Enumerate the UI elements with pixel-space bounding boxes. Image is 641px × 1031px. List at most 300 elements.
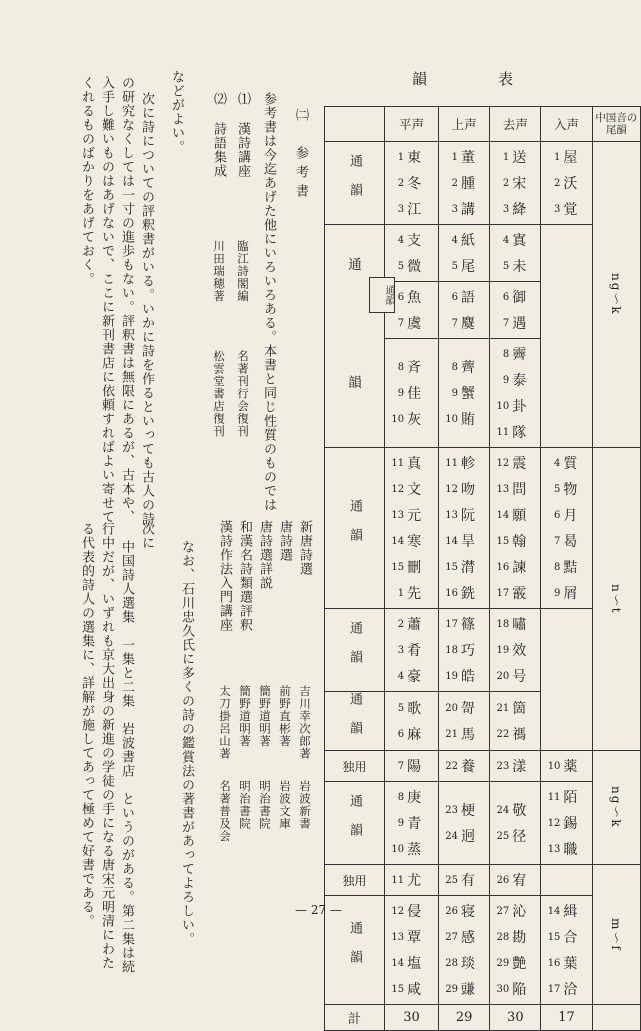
origin-cell: m〜f — [592, 865, 640, 1005]
rhyme-category-list — [439, 609, 489, 691]
rhyme-character: 未 — [512, 259, 527, 275]
origin-cell: n〜t — [592, 448, 640, 751]
rhyme-cell — [490, 609, 541, 692]
rhyme-cell — [490, 865, 541, 896]
rhyme-character: 斉 — [407, 360, 422, 376]
rhyme-number: 15 — [445, 561, 459, 573]
rhyme-character: 巧 — [461, 643, 476, 659]
rhyme-character: 合 — [563, 930, 578, 946]
rhyme-category-list — [385, 352, 438, 434]
rhyme-character: 願 — [512, 508, 527, 524]
rhyme-character: 紙 — [461, 233, 476, 249]
text-column: などがよい。 — [169, 70, 184, 154]
text-column: 中国詩人選集 一集と二集 岩波書店 というのがある。第二集は続 — [119, 540, 134, 974]
rhyme-number: 1 — [502, 151, 510, 163]
rhyme-character: 冬 — [407, 176, 422, 192]
rhyme-number: 9 — [502, 374, 510, 386]
origin-cell: ng〜k — [592, 142, 640, 448]
rhyme-number: 3 — [397, 644, 405, 656]
rhyme-number: 12 — [445, 483, 459, 495]
rhyme-cell-empty — [541, 225, 592, 448]
rhyme-number: 28 — [496, 931, 510, 943]
rhyme-character: 侵 — [407, 904, 422, 920]
rhyme-category-list — [385, 225, 438, 281]
rhyme-number: 10 — [547, 760, 561, 772]
rhyme-number: 23 — [496, 760, 510, 772]
rhyme-character: 翰 — [512, 534, 527, 550]
table-row — [325, 142, 641, 225]
rhyme-number: 14 — [391, 535, 405, 547]
ref-number: ⑴ — [235, 92, 250, 106]
rhyme-number: 2 — [451, 177, 459, 189]
rhyme-number: 16 — [496, 561, 510, 573]
rhyme-character: 御 — [512, 290, 527, 306]
rhyme-character: 陥 — [512, 982, 527, 998]
text-column: くれるものばかりをあげておく。 — [79, 76, 94, 286]
rhyme-character: 語 — [461, 290, 476, 306]
text-column: の研究なくしては一寸の進歩もない。評釈書は無限にあるが、古本や、 — [119, 76, 134, 524]
rhyme-character: 覃 — [407, 930, 422, 946]
book-author: 簡野道明著 — [258, 685, 272, 748]
rhyme-cell — [385, 692, 439, 751]
header-origin: 中国音の尾韻 — [592, 107, 640, 142]
rhyme-number: 17 — [445, 618, 459, 630]
rhyme-category-list — [439, 896, 489, 1004]
rhyme-number: 14 — [547, 905, 561, 917]
rhyme-category-list — [385, 896, 438, 1004]
rhyme-category-list — [385, 782, 438, 864]
rhyme-number: 20 — [496, 670, 510, 682]
rhyme-number: 5 — [502, 260, 510, 272]
group-label: 通韻 — [325, 142, 385, 225]
rhyme-number: 6 — [397, 291, 405, 303]
rhyme-number: 14 — [391, 957, 405, 969]
rhyme-cell — [541, 751, 592, 782]
table-row — [325, 865, 641, 896]
rhyme-cell — [541, 142, 592, 225]
rhyme-character: 庚 — [407, 790, 422, 806]
rhyme-number: 1 — [451, 151, 459, 163]
rhyme-cell — [439, 865, 490, 896]
rhyme-character: 緝 — [563, 904, 578, 920]
rhyme-number: 29 — [445, 983, 459, 995]
rhyme-number: 14 — [445, 535, 459, 547]
rhyme-character: 感 — [461, 930, 476, 946]
rhyme-character: 文 — [407, 482, 422, 498]
rhyme-number: 8 — [451, 361, 459, 373]
book-publisher: 名著普及会 — [218, 780, 232, 843]
rhyme-character: 漾 — [512, 759, 527, 775]
rhyme-character: 勘 — [512, 930, 527, 946]
rhyme-character: 霰 — [512, 586, 527, 602]
book-title: 新唐詩選 — [297, 520, 312, 576]
rhyme-number: 4 — [397, 234, 405, 246]
rhyme-character: 黠 — [563, 560, 578, 576]
rhyme-number: 15 — [391, 983, 405, 995]
ref-editor: 臨江詩閣編 — [236, 240, 250, 303]
rhyme-category-list — [385, 448, 438, 608]
rhyme-number: 26 — [496, 874, 510, 886]
rhyme-number: 2 — [397, 618, 405, 630]
rhyme-character: 灰 — [407, 412, 422, 428]
rhyme-number: 6 — [554, 509, 561, 521]
rhyme-number: 7 — [397, 317, 405, 329]
rhyme-cell — [490, 782, 541, 865]
rhyme-character: 禡 — [512, 727, 527, 743]
rhyme-character: 咸 — [407, 982, 422, 998]
rhyme-category-list — [385, 142, 438, 224]
rhyme-character: 薺 — [461, 360, 476, 376]
rhyme-number: 2 — [397, 177, 405, 189]
rhyme-character: 篠 — [461, 617, 476, 633]
section-heading: ㈡ 参考書 — [293, 108, 308, 203]
rhyme-cell — [385, 225, 439, 282]
rhyme-number: 13 — [391, 931, 405, 943]
text-column: 次に — [139, 522, 154, 550]
group-label: 通韻 — [325, 448, 385, 609]
rhyme-number: 21 — [496, 702, 510, 714]
rhyme-number: 5 — [554, 483, 561, 495]
rhyme-character: 養 — [461, 759, 476, 775]
rhyme-cell — [490, 896, 541, 1005]
rhyme-cell — [385, 865, 439, 896]
rhyme-category-list — [490, 448, 540, 608]
rhyme-character: 送 — [512, 150, 527, 166]
group-label: 通韻 — [325, 692, 385, 751]
rhyme-character: 卦 — [512, 399, 527, 415]
rhyme-character: 寒 — [407, 534, 422, 550]
rhyme-character: 蟹 — [461, 386, 476, 402]
rhyme-cell — [385, 751, 439, 782]
rhyme-number: 26 — [445, 905, 459, 917]
rhyme-number: 10 — [445, 413, 459, 425]
rhyme-character: 虞 — [407, 316, 422, 332]
rhyme-cell — [490, 142, 541, 225]
rhyme-number: 5 — [397, 260, 405, 272]
rhyme-character: 敬 — [512, 803, 527, 819]
rhyme-character: 微 — [407, 259, 422, 275]
book-author: 簡野道明著 — [238, 685, 252, 748]
group-label: 独用 — [325, 865, 385, 896]
rhyme-number: 18 — [496, 618, 510, 630]
rhyme-character: 号 — [512, 669, 527, 685]
rhyme-number: 20 — [445, 702, 459, 714]
total-label: 計 — [325, 1005, 385, 1031]
rhyme-character: 隊 — [512, 425, 527, 441]
corner-cell — [325, 107, 385, 142]
rhyme-number: 25 — [445, 874, 459, 886]
rhyme-character: 肴 — [407, 643, 422, 659]
rhyme-number: 1 — [397, 151, 405, 163]
rhyme-category-list — [490, 339, 540, 447]
rhyme-number: 8 — [554, 561, 561, 573]
rhyme-number: 21 — [445, 728, 459, 740]
rhyme-cell-empty — [541, 609, 592, 751]
rhyme-number: 1 — [554, 151, 561, 163]
rhyme-character: 豪 — [407, 669, 422, 685]
rhyme-cell — [490, 225, 541, 282]
sub-group-label: 通韻 — [369, 277, 395, 313]
page-number: — 27 — — [295, 903, 342, 917]
rhyme-number: 22 — [445, 760, 459, 772]
rhyme-cell — [439, 692, 490, 751]
rhyme-number: 8 — [397, 791, 405, 803]
rhyme-character: 月 — [563, 508, 578, 524]
rhyme-character: 葉 — [563, 956, 578, 972]
rhyme-number: 2 — [554, 177, 561, 189]
rhyme-category-list — [490, 225, 540, 281]
rhyme-character: 艶 — [512, 956, 527, 972]
rhyme-character: 尾 — [461, 259, 476, 275]
rhyme-character: 寝 — [461, 904, 476, 920]
rhyme-category-list — [439, 693, 489, 749]
rhyme-number: 17 — [496, 587, 510, 599]
rhyme-cell — [541, 782, 592, 865]
rhyme-cell — [385, 896, 439, 1005]
rhyme-number: 11 — [496, 426, 510, 438]
rhyme-cell — [439, 751, 490, 782]
rhyme-character: 旱 — [461, 534, 476, 550]
rhyme-number: 12 — [391, 905, 405, 917]
rhyme-number: 10 — [496, 400, 510, 412]
rhyme-number: 14 — [496, 509, 510, 521]
text-column: 次に詩についての評釈書がいる。いかに詩を作るといっても古人の詩 — [139, 92, 154, 526]
rhyme-character: 諫 — [512, 560, 527, 576]
header-shang: 上声 — [439, 107, 490, 142]
rhyme-category-list — [385, 751, 438, 781]
rhyme-cell — [490, 448, 541, 609]
rhyme-character: 阮 — [461, 508, 476, 524]
rhyme-number: 28 — [445, 957, 459, 969]
book-title: 唐詩選詳説 — [257, 520, 272, 590]
book-author: 吉川幸次郎著 — [298, 685, 312, 760]
rhyme-character: 東 — [407, 150, 422, 166]
rhyme-category-list — [541, 142, 591, 224]
rhyme-category-list — [439, 795, 489, 851]
book-title: 和漢名詩類選評釈 — [237, 520, 252, 632]
rhyme-number: 9 — [397, 387, 405, 399]
rhyme-number: 4 — [554, 457, 561, 469]
rhyme-character: 陽 — [407, 759, 422, 775]
rhyme-category-list — [385, 865, 438, 895]
rhyme-category-list — [439, 448, 489, 608]
rhyme-cell — [490, 282, 541, 339]
rhyme-number: 2 — [502, 177, 510, 189]
rhyme-character: 洽 — [563, 982, 578, 998]
header-row — [325, 107, 641, 142]
rhyme-category-list — [439, 352, 489, 434]
rhyme-number: 11 — [391, 457, 405, 469]
group-label: 独用 — [325, 751, 385, 782]
book-author: 太刀掛呂山著 — [218, 685, 232, 760]
rhyme-number: 4 — [451, 234, 459, 246]
total-shang: 29 — [439, 1005, 490, 1031]
rhyme-number: 15 — [547, 931, 561, 943]
rhyme-number: 19 — [496, 644, 510, 656]
rhyme-character: 銑 — [461, 586, 476, 602]
rhyme-character: 賄 — [461, 412, 476, 428]
rhyme-number: 13 — [445, 509, 459, 521]
rhyme-number: 3 — [397, 203, 405, 215]
rhyme-character: 潸 — [461, 560, 476, 576]
rhyme-cell — [439, 609, 490, 692]
rhyme-character: 職 — [563, 842, 578, 858]
rhyme-character: 琰 — [461, 956, 476, 972]
rhyme-category-list — [490, 142, 540, 224]
rhyme-character: 覚 — [563, 202, 578, 218]
rhyme-cell — [541, 896, 592, 1005]
rhyme-number: 1 — [397, 587, 405, 599]
rhyme-number: 7 — [397, 760, 405, 772]
ref-publisher: 名著刊行会復刊 — [236, 350, 250, 438]
text-column: 入手し難いものはあげないで、ここに新刊書店に依頼すればよい寄せて — [99, 76, 114, 524]
book-publisher: 岩波新書 — [298, 780, 312, 830]
rhyme-category-list — [385, 693, 438, 749]
rhyme-category-list — [490, 609, 540, 691]
rhyme-category-list — [490, 865, 540, 895]
rhyme-character: 蒸 — [407, 842, 422, 858]
rhyme-character: 錫 — [563, 816, 578, 832]
rhyme-number: 3 — [554, 203, 561, 215]
rhyme-category-list — [439, 142, 489, 224]
book-publisher: 岩波文庫 — [278, 780, 292, 830]
origin-cell: ng〜k — [592, 751, 640, 865]
rhyme-number: 4 — [397, 670, 405, 682]
rhyme-cell — [385, 142, 439, 225]
rhyme-character: 陌 — [563, 790, 578, 806]
rhyme-character: 屋 — [563, 150, 578, 166]
rhyme-category-list — [541, 448, 591, 608]
rhyme-number: 12 — [496, 457, 510, 469]
rhyme-number: 18 — [445, 644, 459, 656]
rhyme-character: 腫 — [461, 176, 476, 192]
rhyme-cell — [439, 225, 490, 282]
rhyme-number: 16 — [445, 587, 459, 599]
ref-publisher: 松雲堂書店復刊 — [212, 350, 226, 438]
rhyme-character: 沃 — [563, 176, 578, 192]
rhyme-category-list — [439, 751, 489, 781]
rhyme-character: 歌 — [407, 701, 422, 717]
rhyme-character: 宋 — [512, 176, 527, 192]
group-label: 通韻 — [325, 609, 385, 692]
total-empty — [592, 1005, 640, 1031]
text-column: 行中だが、いずれも京大出身の新進の学徒の手になる唐宋元明清にわた — [99, 522, 114, 970]
rhyme-number: 10 — [391, 843, 405, 855]
rhyme-number: 6 — [502, 291, 510, 303]
rhyme-number: 12 — [391, 483, 405, 495]
rhyme-cell — [439, 282, 490, 339]
rhyme-character: 宥 — [512, 873, 527, 889]
rhyme-character: 效 — [512, 643, 527, 659]
ref-title: 漢詩講座 — [235, 122, 250, 178]
rhyme-character: 青 — [407, 816, 422, 832]
text-column: る代表的詩人の選集に、詳解が施してあって極めて好書である。 — [79, 522, 94, 928]
rhyme-number: 6 — [397, 728, 405, 740]
rhyme-cell — [541, 448, 592, 609]
rhyme-character: 支 — [407, 233, 422, 249]
rhyme-number: 22 — [496, 728, 510, 740]
rhyme-number: 24 — [445, 830, 459, 842]
rhyme-category-list — [541, 782, 591, 864]
rhyme-character: 真 — [407, 456, 422, 472]
table-title: 韻 表 — [412, 70, 542, 88]
book-title: 漢詩作法入門講座 — [217, 520, 232, 632]
rhyme-character: 薬 — [563, 759, 578, 775]
rhyme-character: 質 — [563, 456, 578, 472]
rhyme-cell — [385, 339, 439, 448]
total-ru: 17 — [541, 1005, 592, 1031]
rhyme-number: 27 — [496, 905, 510, 917]
rhyme-character: 皓 — [461, 669, 476, 685]
rhyme-number: 3 — [502, 203, 510, 215]
rhyme-character: 箇 — [512, 701, 527, 717]
rhyme-cell — [385, 782, 439, 865]
rhyme-cell — [439, 782, 490, 865]
rhyme-character: 講 — [461, 202, 476, 218]
rhyme-cell — [439, 142, 490, 225]
header-qu: 去声 — [490, 107, 541, 142]
rhyme-character: 麌 — [461, 316, 476, 332]
rhyme-number: 9 — [451, 387, 459, 399]
rhyme-number: 30 — [496, 983, 510, 995]
rhyme-character: 魚 — [407, 290, 422, 306]
header-ping: 平声 — [385, 107, 439, 142]
rhyme-character: 豏 — [461, 982, 476, 998]
rhyme-character: 沁 — [512, 904, 527, 920]
group-label: 通韻 — [325, 782, 385, 865]
ref-editor: 川田瑞穂著 — [212, 240, 226, 303]
rhyme-category-list — [385, 609, 438, 691]
rhyme-category-list — [490, 896, 540, 1004]
rhyme-character: 刪 — [407, 560, 422, 576]
book-title: 唐詩選 — [277, 520, 292, 562]
rhyme-cell — [490, 692, 541, 751]
rhyme-number: 24 — [496, 804, 510, 816]
rhyme-character: 霽 — [512, 347, 527, 363]
rhyme-category-list — [490, 795, 540, 851]
rhyme-category-list — [490, 282, 540, 338]
rhyme-number: 11 — [445, 457, 459, 469]
rhyme-cell — [439, 339, 490, 448]
rhyme-number: 16 — [547, 957, 561, 969]
rhyme-character: 董 — [461, 150, 476, 166]
book-author: 前野直彬著 — [278, 685, 292, 748]
rhyme-cell — [439, 448, 490, 609]
rhyme-cell-empty — [541, 865, 592, 896]
rhyme-character: 泰 — [512, 373, 527, 389]
total-qu: 30 — [490, 1005, 541, 1031]
rhyme-character: 元 — [407, 508, 422, 524]
rhyme-number: 8 — [502, 348, 510, 360]
group-label: 通 通韻 韻 — [325, 225, 385, 448]
rhyme-number: 15 — [391, 561, 405, 573]
total-ping: 30 — [385, 1005, 439, 1031]
rhyme-number: 12 — [547, 817, 561, 829]
rhyme-number: 7 — [554, 535, 561, 547]
rhyme-number: 3 — [451, 203, 459, 215]
rhyme-number: 8 — [397, 361, 405, 373]
total-row — [325, 1005, 641, 1031]
rhyme-character: 震 — [512, 456, 527, 472]
rhyme-character: 物 — [563, 482, 578, 498]
rhyme-character: 屑 — [563, 586, 578, 602]
rhyme-character: 径 — [512, 829, 527, 845]
rhyme-number: 13 — [547, 843, 561, 855]
rhyme-character: 軫 — [461, 456, 476, 472]
book-publisher: 明治書院 — [258, 780, 272, 830]
rhyme-number: 10 — [391, 413, 405, 425]
rhyme-character: 迥 — [461, 829, 476, 845]
